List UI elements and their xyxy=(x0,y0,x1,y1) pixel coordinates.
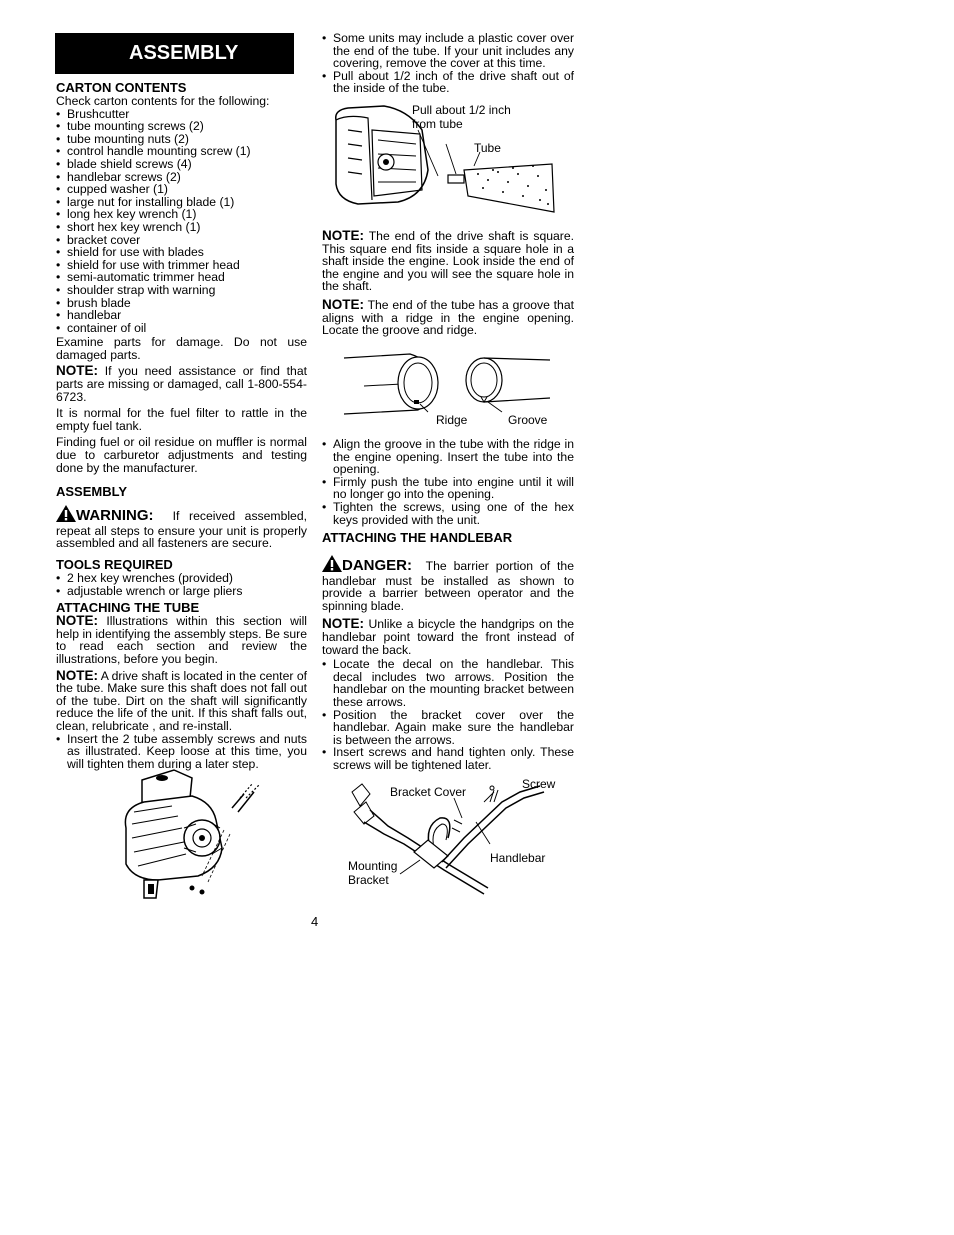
note-label: NOTE: xyxy=(322,296,364,312)
note-text: A drive shaft is located in the center of the tube. Make sure this shaft does not fall out of the tube. Dirt on the shaft will significantly reduce the life of the unit. If this shaft falls out, clean, relubricate , and re-install. xyxy=(56,668,307,733)
carton-contents-section xyxy=(56,80,307,770)
note-label: NOTE: xyxy=(56,363,98,379)
tube-note1 xyxy=(56,615,307,665)
fig3-screw-label: Screw xyxy=(522,777,556,791)
step-item: • Insert screws and hand tighten only. These screws will be tightened later. xyxy=(322,746,574,771)
step-item: • Tighten the screws, using one of the hex keys provided with the unit. xyxy=(322,501,574,526)
fig2-groove-label: Groove xyxy=(508,413,548,427)
danger-text: The barrier portion of the handlebar must be installed as shown to provide a barrier between operator and the spinning blade. xyxy=(322,559,574,613)
note-text: The end of the drive shaft is square. This square end fits inside a square hole in a shaft inside the engine. Look inside the end of the engine and you will see the square hole in the shaft. xyxy=(322,229,574,294)
engine-screws-illustration xyxy=(112,768,272,903)
handlebar-heading: ATTACHING THE HANDLEBAR xyxy=(322,530,513,545)
danger-block xyxy=(322,555,574,612)
handlebar-steps xyxy=(322,658,574,771)
groove-note xyxy=(322,296,574,338)
carton-item: • semi-automatic trimmer head xyxy=(56,271,307,284)
carton-item: • handlebar xyxy=(56,309,307,322)
carton-item: • bracket cover xyxy=(56,234,307,247)
note-label: NOTE: xyxy=(56,613,98,629)
step-item: • Some units may include a plastic cover over the end of the tube. If your unit includes any covering, remove the cover at this time. xyxy=(322,32,574,70)
tools-list xyxy=(56,572,307,597)
assembly-heading: ASSEMBLY xyxy=(56,484,128,500)
note-label: NOTE: xyxy=(322,228,364,243)
fig3-mounting-label: Mounting xyxy=(348,859,398,873)
tube-heading: ATTACHING THE TUBE xyxy=(56,600,200,616)
warning-text: If received assembled, repeat all steps to ensure your unit is properly assembled and all fasteners are secure. xyxy=(56,509,307,551)
warning-block xyxy=(56,505,307,550)
carton-note xyxy=(56,365,307,403)
drive-shaft-notes xyxy=(322,230,574,337)
fig3-bracket-label: Bracket xyxy=(348,873,389,887)
fig2-ridge-label: Ridge xyxy=(436,413,468,427)
carton-item: • container of oil xyxy=(56,322,307,335)
shaft-note xyxy=(322,230,574,293)
tool-item: • adjustable wrench or large pliers xyxy=(56,585,307,598)
danger-icon xyxy=(322,555,342,575)
fuel-filter-text: It is normal for the fuel filter to rattle in the empty fuel tank. xyxy=(56,406,307,433)
handlebar-illustration xyxy=(344,772,559,897)
carton-item: • cupped washer (1) xyxy=(56,183,307,196)
drive-shaft-illustration xyxy=(328,100,558,220)
note-label: NOTE: xyxy=(322,616,364,632)
carton-list xyxy=(56,108,307,335)
tube-note2 xyxy=(56,667,307,733)
handlebar-section xyxy=(322,530,574,772)
note-label: NOTE: xyxy=(56,667,98,683)
fig1-tube-label: Tube xyxy=(474,141,501,155)
step-item: • Firmly push the tube into engine until it will no longer go into the opening. xyxy=(322,476,574,501)
examine-text: Examine parts for damage. Do not use damaged parts. xyxy=(56,335,307,362)
tube-step-1: • Insert the 2 tube assembly screws and nuts as illustrated. Keep loose at this time, you will tighten them during a later step. xyxy=(56,733,307,771)
fig1-label-line2: from tube xyxy=(412,117,463,131)
carton-item: • brush blade xyxy=(56,297,307,310)
tube-prep-steps xyxy=(322,32,574,95)
carton-item: • short hex key wrench (1) xyxy=(56,221,307,234)
fig1-label-line1: Pull about 1/2 inch xyxy=(412,103,511,117)
step-item: • Locate the decal on the handlebar. This decal includes two arrows. Position the handlebar on the mounting bracket between these arrows. xyxy=(322,658,574,708)
carton-item: • handlebar screws (2) xyxy=(56,171,307,184)
carton-item: • control handle mounting screw (1) xyxy=(56,145,307,158)
step-item: • Pull about 1/2 inch of the drive shaft out of the inside of the tube. xyxy=(322,70,574,95)
carton-item: • shield for use with blades xyxy=(56,246,307,259)
carton-heading: CARTON CONTENTS xyxy=(56,80,187,95)
carton-item: • tube mounting nuts (2) xyxy=(56,133,307,146)
note-text: Unlike a bicycle the handgrips on the handlebar point toward the front instead of toward the back. xyxy=(322,617,574,657)
note-text: The end of the tube has a groove that aligns with a ridge in the engine opening. Locate the groove and ridge. xyxy=(322,297,574,338)
danger-label: DANGER: xyxy=(342,557,412,574)
step-item: • Align the groove in the tube with the ridge in the engine opening. Insert the tube into the opening. xyxy=(322,438,574,476)
carton-intro: Check carton contents for the following: xyxy=(56,94,270,108)
carton-item: • shoulder strap with warning xyxy=(56,284,307,297)
section-banner: ASSEMBLY xyxy=(55,33,294,74)
carton-item: • tube mounting screws (2) xyxy=(56,120,307,133)
note-text: Illustrations within this section will help in identifying the assembly steps. Be sure to read each section and review the illustrations, before you begin. xyxy=(56,614,307,666)
note-text: If you need assistance or find that parts are missing or damaged, call 1-800-554-6723. xyxy=(56,364,308,404)
tools-heading: TOOLS REQUIRED xyxy=(56,557,173,572)
carton-item: • long hex key wrench (1) xyxy=(56,208,307,221)
step-item: • Position the bracket cover over the handlebar. Again make sure the handlebar is between the arrows. xyxy=(322,709,574,747)
tube-steps xyxy=(56,733,307,771)
fig3-handlebar-label: Handlebar xyxy=(490,851,546,865)
tube-insert-steps xyxy=(322,438,574,526)
carton-item: • large nut for installing blade (1) xyxy=(56,196,307,209)
carton-item: • blade shield screws (4) xyxy=(56,158,307,171)
page-number: 4 xyxy=(311,914,319,929)
warning-icon xyxy=(56,505,76,525)
residue-text: Finding fuel or oil residue on muffler is normal due to carburetor adjustments and testing done by the manufacturer. xyxy=(56,435,307,475)
tool-item: • 2 hex key wrenches (provided) xyxy=(56,572,307,585)
carton-item: • Brushcutter xyxy=(56,108,307,121)
fig3-bracket-cover-label: Bracket Cover xyxy=(390,785,467,799)
warning-label: WARNING: xyxy=(76,507,154,525)
carton-item: • shield for use with trimmer head xyxy=(56,259,307,272)
handgrip-note xyxy=(322,618,574,656)
ridge-groove-illustration xyxy=(340,350,555,430)
